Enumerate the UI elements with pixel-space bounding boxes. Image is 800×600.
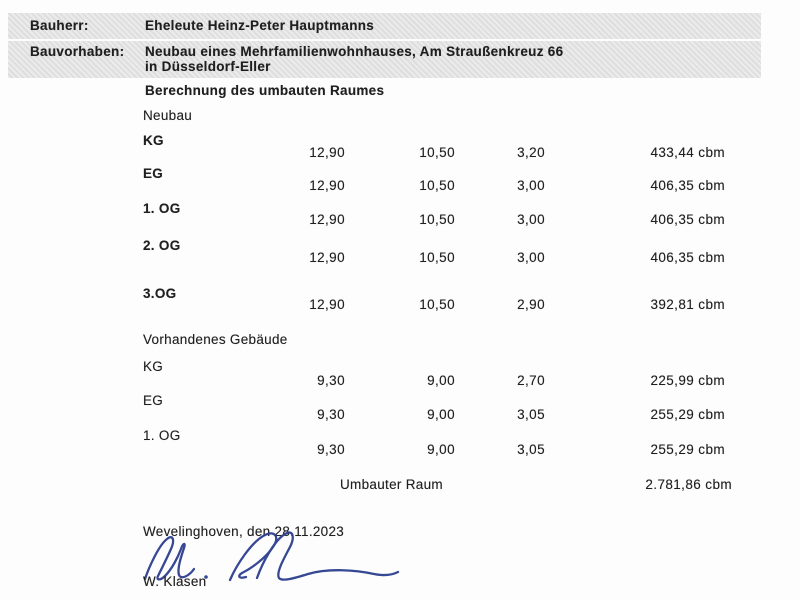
bauherr-value: Eheleute Heinz-Peter Hauptmanns bbox=[145, 18, 375, 33]
cell-height: 2,70 bbox=[517, 373, 545, 388]
row-label: KG bbox=[143, 133, 164, 148]
cell-width: 10,50 bbox=[419, 178, 455, 193]
row-label: 1. OG bbox=[143, 201, 181, 216]
bauvorhaben-value-line2: in Düsseldorf-Eller bbox=[145, 59, 271, 74]
cell-length: 9,30 bbox=[317, 407, 345, 422]
cell-length: 12,90 bbox=[309, 297, 345, 312]
cell-volume: 406,35 cbm bbox=[650, 178, 725, 193]
bauherr-label: Bauherr: bbox=[30, 18, 89, 33]
table-row bbox=[0, 297, 800, 313]
cell-width: 10,50 bbox=[419, 145, 455, 160]
cell-length: 12,90 bbox=[309, 178, 345, 193]
total-label: Umbauter Raum bbox=[340, 477, 443, 492]
cell-width: 10,50 bbox=[419, 212, 455, 227]
cell-length: 9,30 bbox=[317, 442, 345, 457]
bauvorhaben-label: Bauvorhaben: bbox=[30, 44, 125, 59]
table-row bbox=[0, 250, 800, 266]
cell-width: 10,50 bbox=[419, 297, 455, 312]
cell-height: 3,00 bbox=[517, 212, 545, 227]
cell-width: 9,00 bbox=[427, 373, 455, 388]
page-title: Berechnung des umbauten Raumes bbox=[145, 83, 385, 98]
cell-volume: 225,99 cbm bbox=[650, 373, 725, 388]
table-row bbox=[0, 212, 800, 228]
cell-volume: 255,29 cbm bbox=[650, 442, 725, 457]
cell-volume: 255,29 cbm bbox=[650, 407, 725, 422]
cell-volume: 406,35 cbm bbox=[650, 250, 725, 265]
signer-name: W. Klasen bbox=[143, 574, 207, 589]
row-label: 1. OG bbox=[143, 428, 181, 443]
table-row bbox=[0, 442, 800, 458]
row-label: EG bbox=[143, 393, 164, 408]
total-value: 2.781,86 cbm bbox=[645, 477, 732, 492]
cell-height: 3,20 bbox=[517, 145, 545, 160]
cell-length: 12,90 bbox=[309, 145, 345, 160]
cell-volume: 392,81 cbm bbox=[650, 297, 725, 312]
cell-length: 12,90 bbox=[309, 212, 345, 227]
cell-width: 9,00 bbox=[427, 442, 455, 457]
cell-height: 3,05 bbox=[517, 407, 545, 422]
bauvorhaben-value-line1: Neubau eines Mehrfamilienwohnhauses, Am Straußenkreuz 66 bbox=[145, 44, 564, 59]
section-heading-neubau: Neubau bbox=[143, 108, 193, 123]
section-heading-vorhandenes-gebaeude: Vorhandenes Gebäude bbox=[143, 332, 288, 347]
place-date: Wevelinghoven, den 28.11.2023 bbox=[143, 524, 345, 539]
row-label: 2. OG bbox=[143, 238, 181, 253]
row-label: EG bbox=[143, 166, 164, 181]
cell-height: 3,00 bbox=[517, 250, 545, 265]
cell-height: 3,05 bbox=[517, 442, 545, 457]
cell-length: 9,30 bbox=[317, 373, 345, 388]
table-row bbox=[0, 178, 800, 194]
table-row bbox=[0, 407, 800, 423]
cell-width: 9,00 bbox=[427, 407, 455, 422]
signature-stroke bbox=[230, 533, 276, 580]
cell-height: 3,00 bbox=[517, 178, 545, 193]
table-row bbox=[0, 145, 800, 161]
signature-stroke bbox=[257, 532, 398, 579]
row-label: KG bbox=[143, 359, 164, 374]
bauherr-bar bbox=[8, 13, 761, 39]
cell-height: 2,90 bbox=[517, 297, 545, 312]
row-label: 3.OG bbox=[143, 286, 177, 301]
cell-length: 12,90 bbox=[309, 250, 345, 265]
cell-volume: 433,44 cbm bbox=[650, 145, 725, 160]
table-row bbox=[0, 373, 800, 389]
cell-volume: 406,35 cbm bbox=[650, 212, 725, 227]
cell-width: 10,50 bbox=[419, 250, 455, 265]
